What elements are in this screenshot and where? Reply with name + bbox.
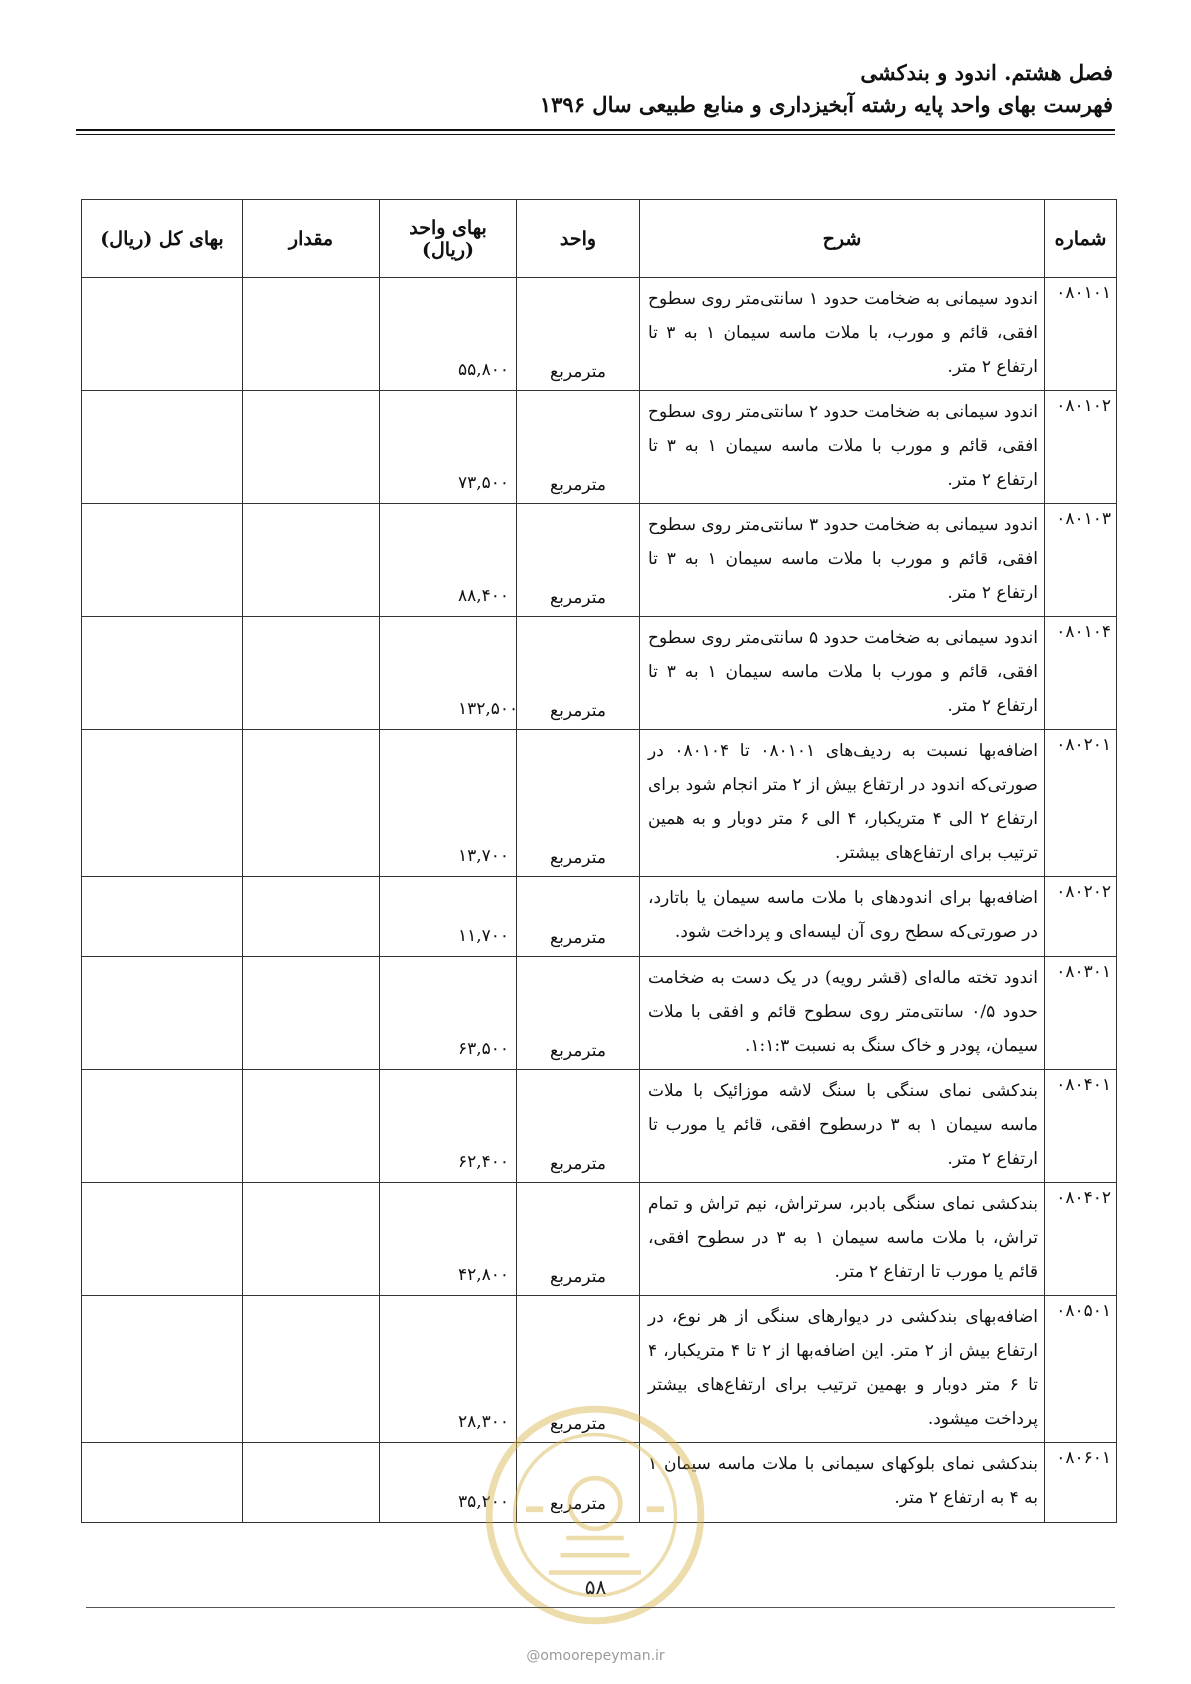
table-row: [82, 278, 1117, 391]
item-description: اندود سیمانی به ضخامت حدود ۲ سانتی‌متر روی سطوح افقی، قائم و مورب با ملات ماسه سیمان ۱ به ۳ تا ارتفاع ۲ متر.: [640, 391, 1045, 504]
item-unit-price: ۷۳,۵۰۰: [380, 391, 517, 504]
item-code: ۰۸۰۳۰۱: [1045, 957, 1117, 1070]
item-unit: مترمربع: [517, 730, 640, 877]
header-divider-thick: [76, 129, 1115, 131]
item-unit: مترمربع: [517, 1296, 640, 1443]
website-watermark: @omoorepeyman.ir: [526, 1648, 665, 1664]
item-code: ۰۸۰۲۰۲: [1045, 877, 1117, 957]
table-row: [82, 730, 1117, 877]
item-description: اندود سیمانی به ضخامت حدود ۵ سانتی‌متر روی سطوح افقی، قائم و مورب با ملات ماسه سیمان ۱ به ۳ تا ارتفاع ۲ متر.: [640, 617, 1045, 730]
item-unit: مترمربع: [517, 957, 640, 1070]
item-total-price: [82, 1296, 243, 1443]
item-code: ۰۸۰۴۰۲: [1045, 1183, 1117, 1296]
item-code: ۰۸۰۲۰۱: [1045, 730, 1117, 877]
item-code: ۰۸۰۶۰۱: [1045, 1443, 1117, 1523]
footer-divider: [86, 1607, 1115, 1608]
item-unit-price: ۱۳۲,۵۰۰: [380, 617, 517, 730]
item-quantity: [243, 1443, 380, 1523]
item-total-price: [82, 1070, 243, 1183]
item-total-price: [82, 957, 243, 1070]
table-row: [82, 957, 1117, 1070]
item-unit-price: ۴۲,۸۰۰: [380, 1183, 517, 1296]
item-unit: مترمربع: [517, 278, 640, 391]
item-unit-price: ۱۱,۷۰۰: [380, 877, 517, 957]
column-header-unit-price: [380, 200, 517, 278]
item-code: ۰۸۰۵۰۱: [1045, 1296, 1117, 1443]
chapter-title: فصل هشتم. اندود و بندکشی: [860, 60, 1113, 85]
unit-price-header-label: بهای واحد: [409, 216, 487, 239]
item-description: بندکشی نمای سنگی بادبر، سرتراش، نیم تراش و تمام تراش، با ملات ماسه سیمان ۱ به ۳ در سطوح افقی، قائم یا مورب تا ارتفاع ۲ متر.: [640, 1183, 1045, 1296]
item-unit-price: ۶۲,۴۰۰: [380, 1070, 517, 1183]
table-row: [82, 617, 1117, 730]
column-header-unit: واحد: [517, 200, 640, 278]
item-total-price: [82, 1443, 243, 1523]
item-description: بندکشی نمای سنگی با سنگ لاشه موزائیک با ملات ماسه سیمان ۱ به ۳ درسطوح افقی، قائم یا مورب تا ارتفاع ۲ متر.: [640, 1070, 1045, 1183]
item-unit: مترمربع: [517, 877, 640, 957]
item-description: اضافه‌بهای بندکشی در دیوارهای سنگی از هر نوع، در ارتفاع بیش از ۲ متر. این اضافه‌بها از ۲ تا ۴ متریکبار، ۴ تا ۶ متر دوبار و بهمین ترتیب برای ارتفاع‌های بیشتر پرداخت میشود.: [640, 1296, 1045, 1443]
table-row: [82, 1070, 1117, 1183]
item-unit-price: ۶۳,۵۰۰: [380, 957, 517, 1070]
table-row: [82, 391, 1117, 504]
price-list-title: فهرست بهای واحد پایه رشته آبخیزداری و منابع طبیعی سال ۱۳۹۶: [539, 92, 1113, 117]
item-total-price: [82, 504, 243, 617]
item-quantity: [243, 1070, 380, 1183]
unit-price-header-currency: (ریال): [421, 238, 475, 261]
item-total-price: [82, 1183, 243, 1296]
item-quantity: [243, 278, 380, 391]
column-header-code: شماره: [1045, 200, 1117, 278]
item-quantity: [243, 617, 380, 730]
item-total-price: [82, 391, 243, 504]
item-quantity: [243, 877, 380, 957]
item-unit: مترمربع: [517, 1070, 640, 1183]
item-quantity: [243, 957, 380, 1070]
item-total-price: [82, 877, 243, 957]
item-unit-price: ۱۳,۷۰۰: [380, 730, 517, 877]
header-divider-thin: [76, 134, 1115, 135]
item-unit-price: ۸۸,۴۰۰: [380, 504, 517, 617]
item-unit-price: ۳۵,۲۰۰: [380, 1443, 517, 1523]
item-description: اندود تخته ماله‌ای (قشر رویه) در یک دست به ضخامت حدود ۰/۵ سانتی‌متر روی سطوح قائم و افقی با ملات سیمان، پودر و خاک سنگ به نسبت ۱:۱:۳.: [640, 957, 1045, 1070]
item-code: ۰۸۰۱۰۱: [1045, 278, 1117, 391]
item-code: ۰۸۰۴۰۱: [1045, 1070, 1117, 1183]
column-header-description: شرح: [640, 200, 1045, 278]
item-quantity: [243, 730, 380, 877]
item-description: اضافه‌بها نسبت به ردیف‌های ۰۸۰۱۰۱ تا ۰۸۰۱۰۴ در صورتی‌که اندود در ارتفاع بیش از ۲ متر انجام شود برای ارتفاع ۲ الی ۴ متریکبار، ۴ الی ۶ متر دوبار و به همین ترتیب برای ارتفاع‌های بیشتر.: [640, 730, 1045, 877]
item-code: ۰۸۰۱۰۲: [1045, 391, 1117, 504]
item-unit-price: ۵۵,۸۰۰: [380, 278, 517, 391]
item-unit-price: ۲۸,۳۰۰: [380, 1296, 517, 1443]
item-quantity: [243, 391, 380, 504]
item-total-price: [82, 617, 243, 730]
item-unit: مترمربع: [517, 617, 640, 730]
page-number: ۵۸: [584, 1575, 607, 1599]
item-description: اضافه‌بها برای اندودهای با ملات ماسه سیمان یا باتارد، در صورتی‌که سطح روی آن لیسه‌ای و پرداخت شود.: [640, 877, 1045, 957]
item-unit: مترمربع: [517, 1183, 640, 1296]
item-code: ۰۸۰۱۰۳: [1045, 504, 1117, 617]
item-unit: مترمربع: [517, 504, 640, 617]
column-header-quantity: مقدار: [243, 200, 380, 278]
table-header-row: [82, 200, 1117, 278]
item-total-price: [82, 278, 243, 391]
item-quantity: [243, 1296, 380, 1443]
table-row: [82, 1296, 1117, 1443]
table-row: [82, 1183, 1117, 1296]
item-description: اندود سیمانی به ضخامت حدود ۳ سانتی‌متر روی سطوح افقی، قائم و مورب با ملات ماسه سیمان ۱ به ۳ تا ارتفاع ۲ متر.: [640, 504, 1045, 617]
table-row: [82, 1443, 1117, 1523]
item-description: اندود سیمانی به ضخامت حدود ۱ سانتی‌متر روی سطوح افقی، قائم و مورب، با ملات ماسه سیمان ۱ به ۳ تا ارتفاع ۲ متر.: [640, 278, 1045, 391]
item-code: ۰۸۰۱۰۴: [1045, 617, 1117, 730]
item-quantity: [243, 1183, 380, 1296]
price-table: [81, 199, 1117, 1523]
item-quantity: [243, 504, 380, 617]
column-header-total-price: بهای کل (ریال): [82, 200, 243, 278]
item-total-price: [82, 730, 243, 877]
item-unit: مترمربع: [517, 391, 640, 504]
item-unit: مترمربع: [517, 1443, 640, 1523]
table-row: [82, 877, 1117, 957]
page-header: [540, 58, 1113, 122]
table-row: [82, 504, 1117, 617]
item-description: بندکشی نمای بلوکهای سیمانی با ملات ماسه سیمان ۱ به ۴ به ارتفاع ۲ متر.: [640, 1443, 1045, 1523]
